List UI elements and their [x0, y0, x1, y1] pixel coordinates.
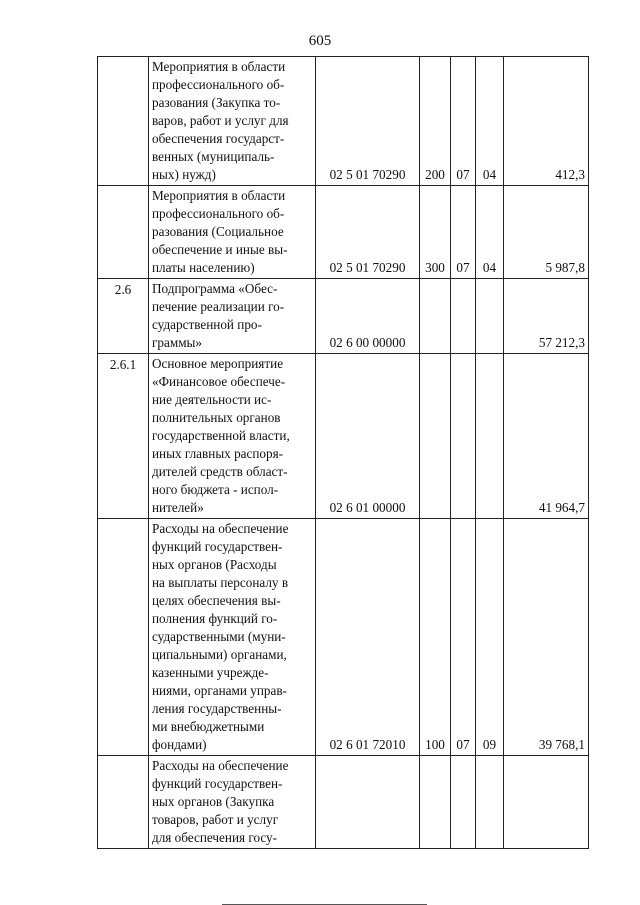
row-sum-cell: 41 964,7: [504, 354, 589, 519]
row-expense-type-cell: 100: [420, 519, 451, 756]
page-number: 605: [308, 33, 332, 49]
row-name-cell: Расходы на обеспечение функций государствен- ных органов (Расходы на выплаты персоналу в целях обеспечения вы- полнения функций го- сударственными (муни- ципальными) органами, казенными учрежде- ниями, органами управ- ления государственны- ми внебюджетными фондами): [149, 519, 316, 756]
row-subsection-cell: 04: [476, 186, 504, 279]
row-expense-type-cell: [420, 354, 451, 519]
row-section-cell: 07: [451, 57, 476, 186]
row-sum-cell: [504, 756, 589, 849]
row-code-cell: 02 6 01 00000: [316, 354, 420, 519]
budget-table: [97, 56, 589, 849]
row-section-cell: [451, 279, 476, 354]
row-number-cell: [98, 57, 149, 186]
budget-table-body: [98, 57, 589, 849]
row-sum-cell: 39 768,1: [504, 519, 589, 756]
row-subsection-cell: [476, 756, 504, 849]
row-subsection-cell: 09: [476, 519, 504, 756]
row-name-cell: Основное мероприятие «Финансовое обеспече- ние деятельности ис- полнительных органов государственной власти, иных главных распоря- дителей средств област- ного бюджета - испол- нителей»: [149, 354, 316, 519]
table-row: [98, 279, 589, 354]
table-row: [98, 186, 589, 279]
row-sum-cell: 57 212,3: [504, 279, 589, 354]
table-row: [98, 756, 589, 849]
row-expense-type-cell: [420, 279, 451, 354]
row-subsection-cell: 04: [476, 57, 504, 186]
row-expense-type-cell: [420, 756, 451, 849]
table-row: [98, 519, 589, 756]
row-subsection-cell: [476, 279, 504, 354]
row-sum-cell: 5 987,8: [504, 186, 589, 279]
row-section-cell: 07: [451, 186, 476, 279]
row-code-cell: 02 6 00 00000: [316, 279, 420, 354]
table-row: [98, 57, 589, 186]
row-sum-cell: 412,3: [504, 57, 589, 186]
row-expense-type-cell: 300: [420, 186, 451, 279]
row-code-cell: [316, 756, 420, 849]
row-code-cell: 02 6 01 72010: [316, 519, 420, 756]
row-number-cell: [98, 756, 149, 849]
row-code-cell: 02 5 01 70290: [316, 57, 420, 186]
row-number-cell: [98, 519, 149, 756]
row-number-cell: [98, 186, 149, 279]
row-section-cell: [451, 354, 476, 519]
row-expense-type-cell: 200: [420, 57, 451, 186]
row-name-cell: Мероприятия в области профессионального об- разования (Социальное обеспечение и иные вы- платы населению): [149, 186, 316, 279]
row-subsection-cell: [476, 354, 504, 519]
row-number-cell: 2.6.1: [98, 354, 149, 519]
row-name-cell: Расходы на обеспечение функций государствен- ных органов (Закупка товаров, работ и услуг для обеспечения госу-: [149, 756, 316, 849]
row-name-cell: Мероприятия в области профессионального об- разования (Закупка то- варов, работ и услуг для обеспечения государст- венных (муниципаль- ных) нужд): [149, 57, 316, 186]
row-section-cell: [451, 756, 476, 849]
row-section-cell: 07: [451, 519, 476, 756]
row-name-cell: Подпрограмма «Обес- печение реализации го- сударственной про- граммы»: [149, 279, 316, 354]
row-number-cell: 2.6: [98, 279, 149, 354]
table-row: [98, 354, 589, 519]
row-code-cell: 02 5 01 70290: [316, 186, 420, 279]
